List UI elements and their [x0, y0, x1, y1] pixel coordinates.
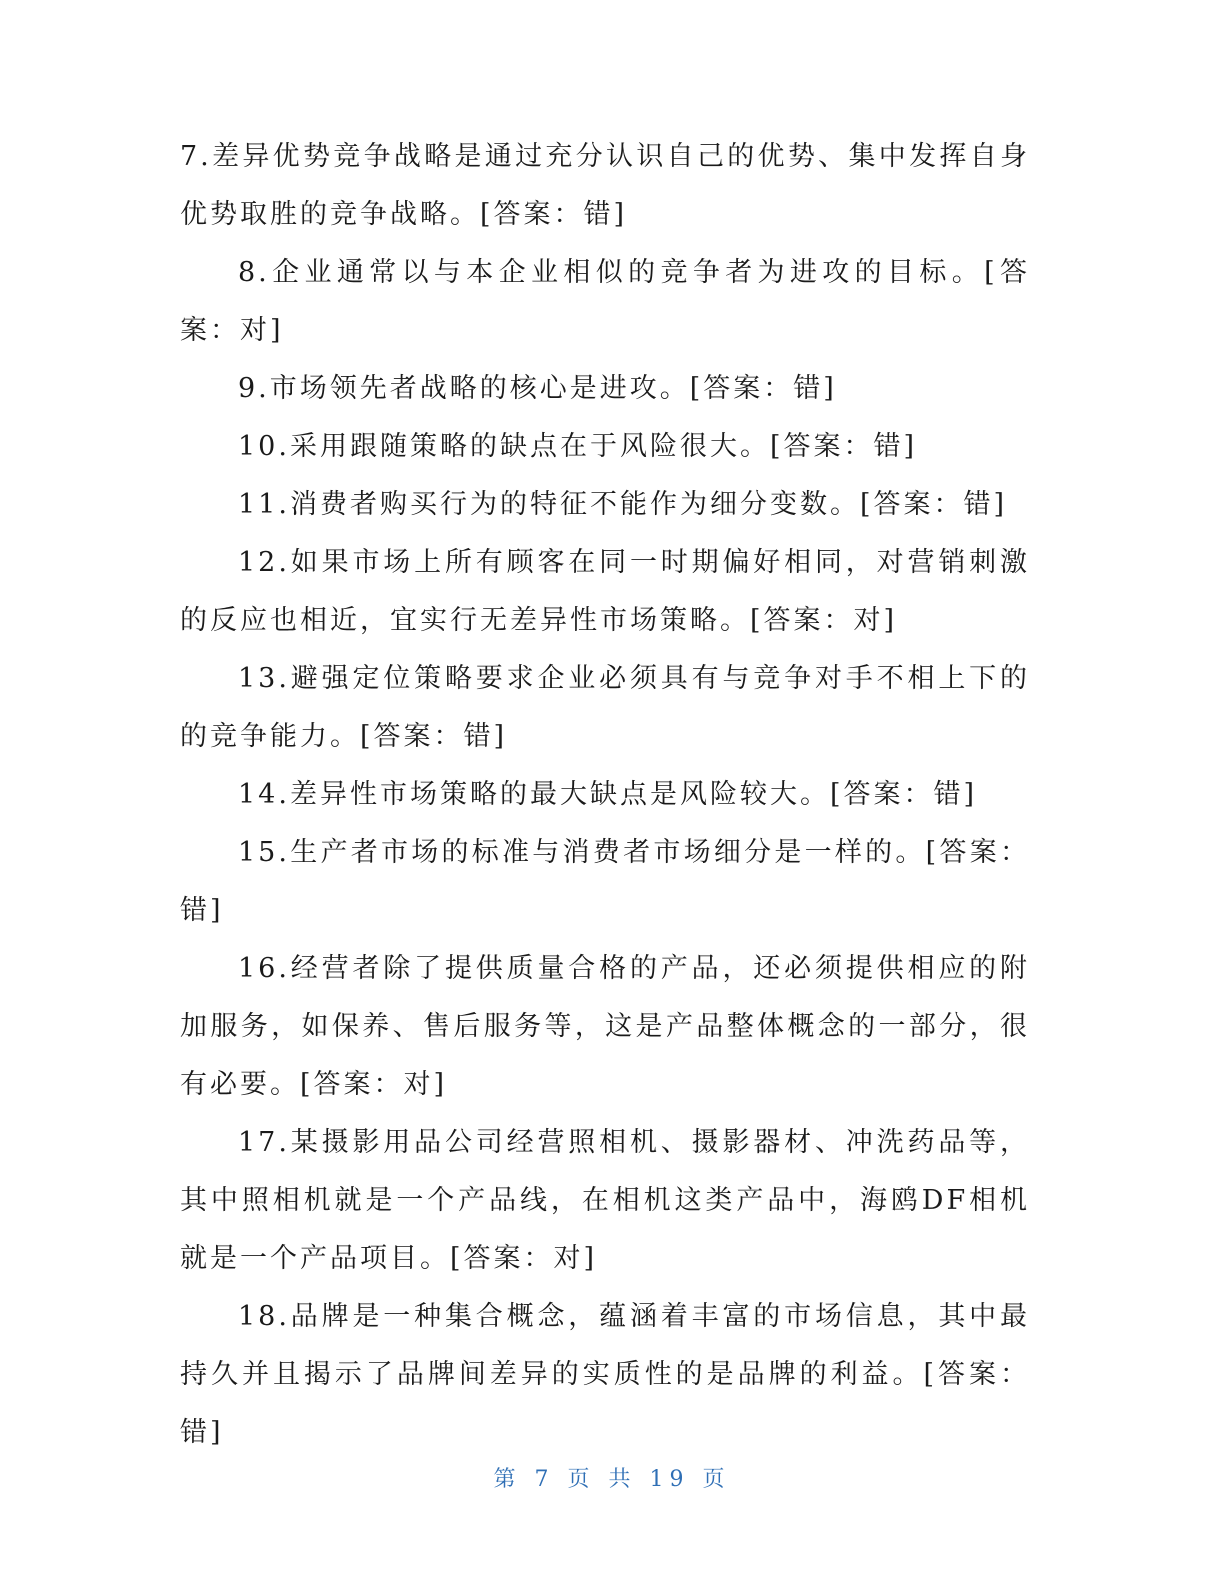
question-item: 8.企业通常以与本企业相似的竞争者为进攻的目标。[答案：对]: [180, 257, 1030, 346]
question-item: 10.采用跟随策略的缺点在于风险很大。[答案：错]: [238, 431, 918, 462]
page-number-footer: 第 7 页 共 19 页: [493, 1467, 731, 1492]
question-item: 18.品牌是一种集合概念，蕴涵着丰富的市场信息，其中最持久并且揭示了品牌间差异的实质性的是品牌的利益。[答案：错]: [180, 1301, 1030, 1448]
question-list: [180, 128, 1030, 1462]
question-item: 7.差异优势竞争战略是通过充分认识自己的优势、集中发挥自身优势取胜的竞争战略。[答案：错]: [180, 141, 1030, 230]
question-item: 15.生产者市场的标准与消费者市场细分是一样的。[答案：错]: [180, 837, 1030, 926]
question-item: 16.经营者除了提供质量合格的产品，还必须提供相应的附加服务，如保养、售后服务等，这是产品整体概念的一部分，很有必要。[答案：对]: [180, 953, 1030, 1100]
question-item: 17.某摄影用品公司经营照相机、摄影器材、冲洗药品等，其中照相机就是一个产品线，在相机这类产品中，海鸥DF相机就是一个产品项目。[答案：对]: [180, 1127, 1030, 1274]
question-item: 11.消费者购买行为的特征不能作为细分变数。[答案：错]: [238, 489, 1008, 520]
question-item: 9.市场领先者战略的核心是进攻。[答案：错]: [238, 373, 837, 404]
question-item: 14.差异性市场策略的最大缺点是风险较大。[答案：错]: [238, 779, 978, 810]
question-item: 13.避强定位策略要求企业必须具有与竞争对手不相上下的的竞争能力。[答案：错]: [180, 663, 1030, 752]
question-item: 12.如果市场上所有顾客在同一时期偏好相同，对营销刺激的反应也相近，宜实行无差异性市场策略。[答案：对]: [180, 547, 1030, 636]
